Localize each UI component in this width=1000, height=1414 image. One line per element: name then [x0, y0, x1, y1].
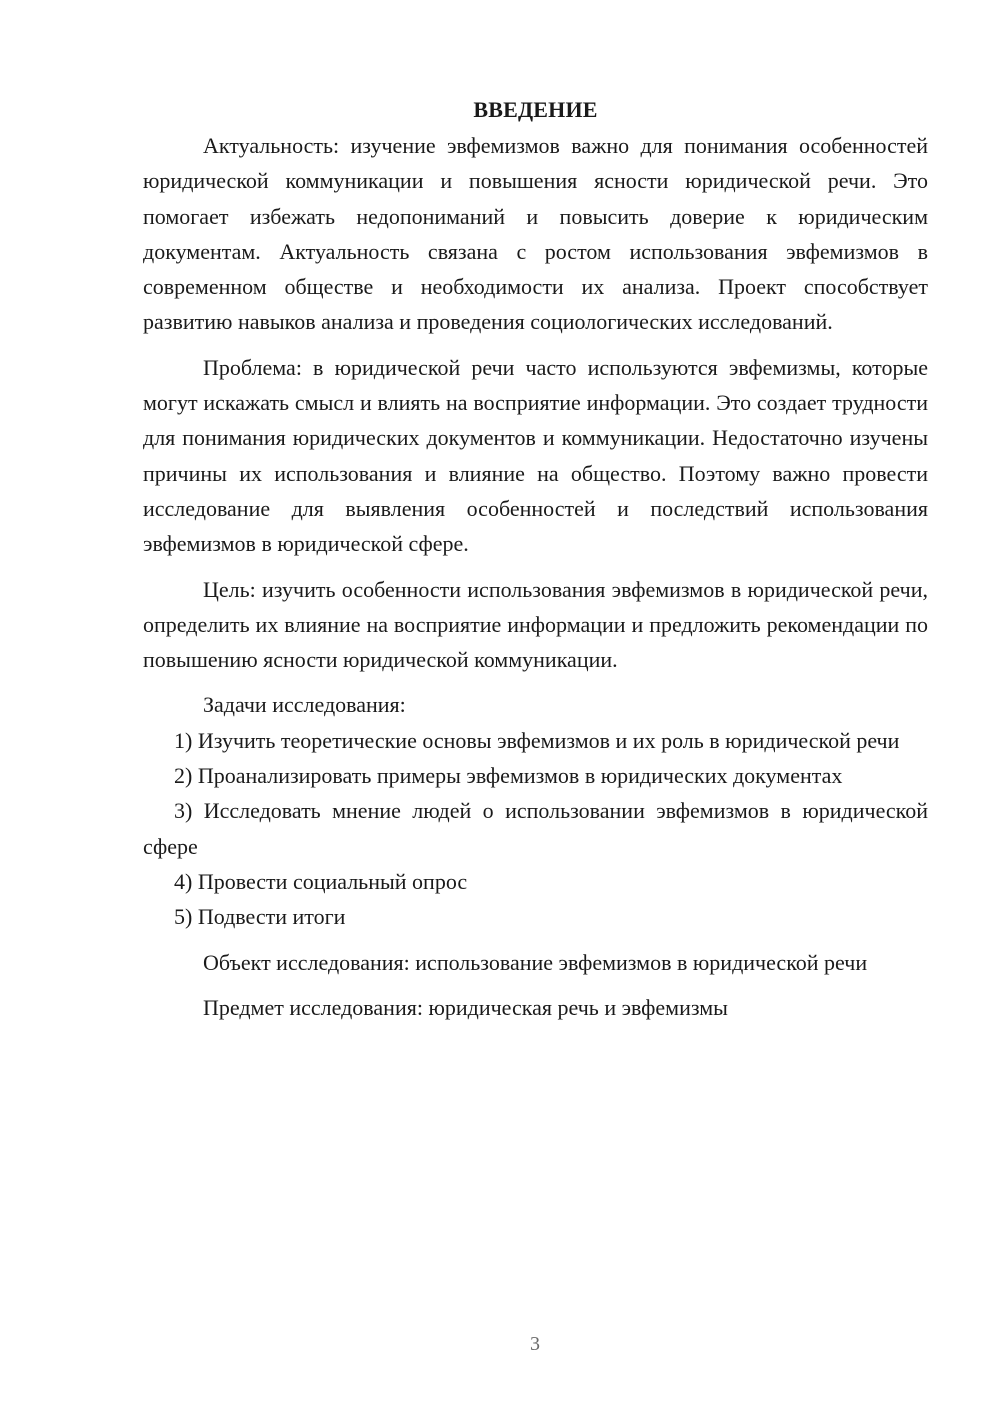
- task-item-3: 3) Исследовать мнение людей о использовании эвфемизмов в юридической сфере: [143, 798, 928, 859]
- task-item-4: 4) Провести социальный опрос: [174, 868, 468, 894]
- goal-paragraph: Цель: изучить особенности использования эвфемизмов в юридической речи, определить их влияние на восприятие информации и предложить рекомендации по повышению ясности юридической коммуникации.: [143, 576, 928, 673]
- relevance-paragraph: Актуальность: изучение эвфемизмов важно для понимания особенностей юридической коммуникации и повышения ясности юридической речи. Это помогает избежать недопониманий и повысить доверие к юридическим документам. Актуальность связана с ростом использования эвфемизмов в современном обществе и необходимости их анализа. Проект способствует развитию навыков анализа и проведения социологических исследований.: [143, 133, 928, 335]
- subject-paragraph: Предмет исследования: юридическая речь и эвфемизмы: [203, 994, 728, 1020]
- problem-paragraph: Проблема: в юридической речи часто используются эвфемизмы, которые могут искажать смысл и влиять на восприятие информации. Это создает трудности для понимания юридических документов и коммуникации. Недостаточно изучены причины их использования и влияние на общество. Поэтому важно провести исследование для выявления особенностей и последствий использования эвфемизмов в юридической сфере.: [143, 354, 928, 557]
- section-heading: ВВЕДЕНИЕ: [473, 97, 598, 122]
- page-number: 3: [530, 1333, 540, 1355]
- task-item-5: 5) Подвести итоги: [174, 904, 346, 930]
- task-item-2: 2) Проанализировать примеры эвфемизмов в юридических документах: [174, 763, 843, 789]
- object-paragraph: Объект исследования: использование эвфемизмов в юридической речи: [203, 949, 868, 975]
- task-item-1: 1) Изучить теоретические основы эвфемизмов и их роль в юридической речи: [174, 727, 900, 753]
- tasks-title: Задачи исследования:: [203, 692, 406, 718]
- document-page: [143, 92, 928, 1025]
